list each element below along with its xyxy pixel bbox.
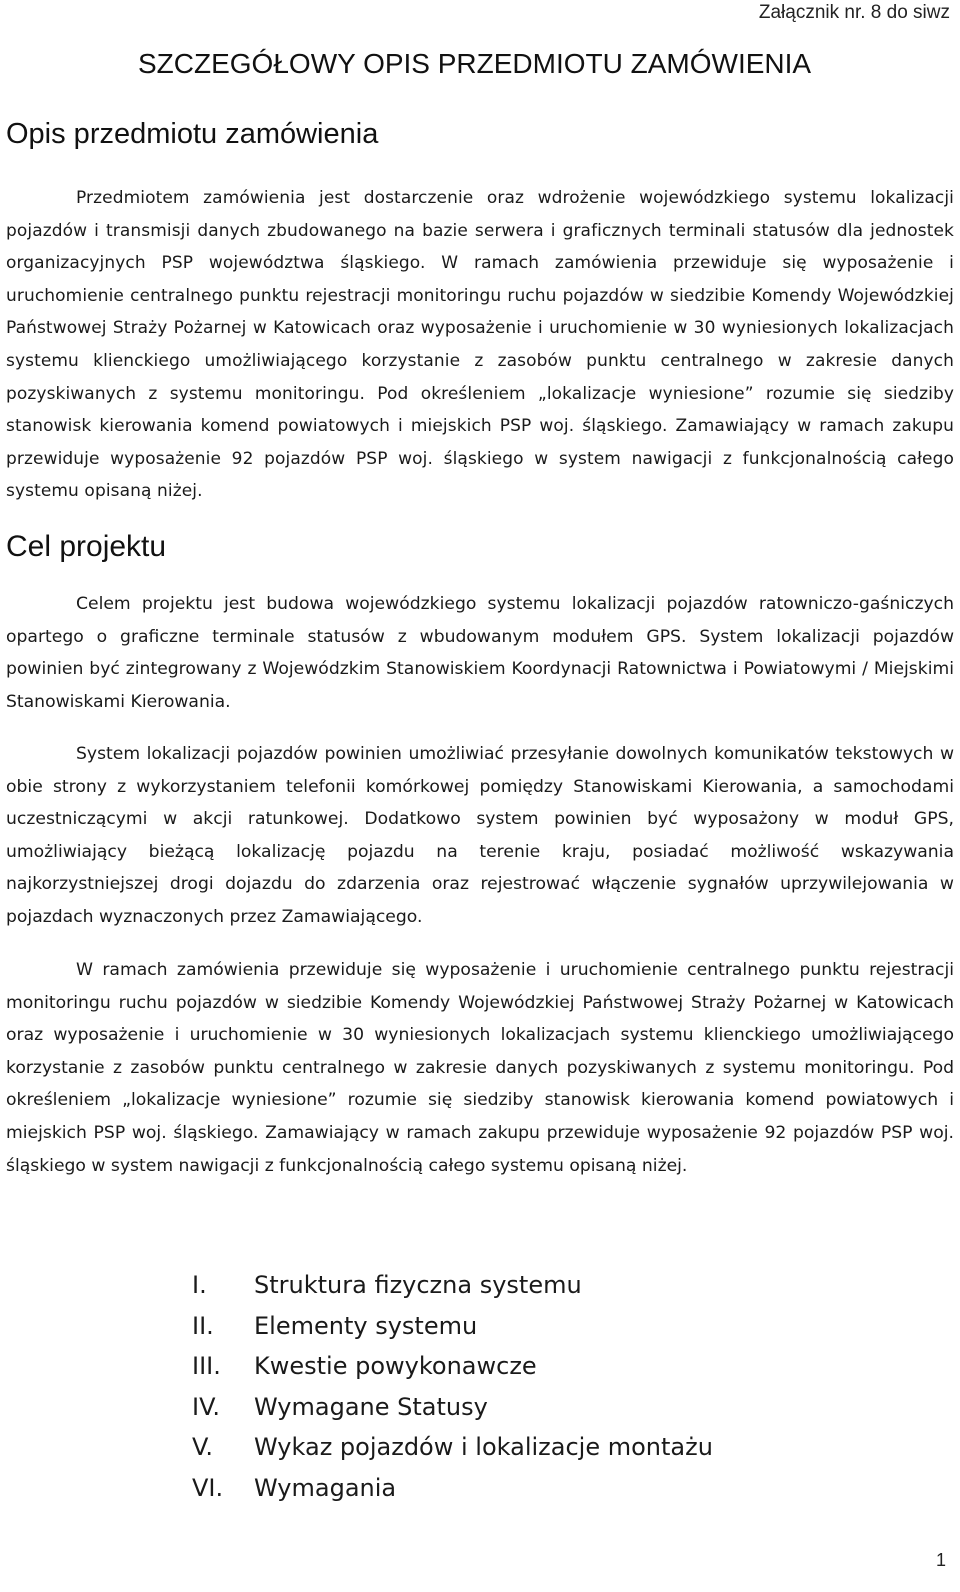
- paragraph-cel-2-text: System lokalizacji pojazdów powinien umożliwiać przesyłanie dowolnych komunikatów tekstowych w obie strony z wykorzystaniem telefonii komórkowej pomiędzy Stanowiskami Kierowania, a samochodami uczestniczącymi w akcji ratunkowej. Dodatkowo system powinien być wyposażony w moduł GPS, umożliwiający bieżącą lokalizację pojazdu na terenie kraju, posiadać możliwość wskazywania najkorzystniejszej drogi dojazdu do zdarzenia oraz rejestrować włączenie sygnałów uprzywilejowania w pojazdach wyznaczonych przez Zamawiającego.: [6, 744, 954, 927]
- paragraph-cel-1: [6, 588, 954, 718]
- toc-item-number: VI.: [192, 1473, 224, 1502]
- document-title: SZCZEGÓŁOWY OPIS PRZEDMIOTU ZAMÓWIENIA: [138, 48, 812, 79]
- table-of-contents: [192, 1265, 713, 1509]
- toc-item-number: II.: [192, 1311, 214, 1340]
- toc-item-label: Wymagania: [254, 1473, 397, 1502]
- attachment-label: Załącznik nr. 8 do siwz: [758, 2, 950, 23]
- toc-item-label: Wykaz pojazdów i lokalizacje montażu: [254, 1433, 713, 1462]
- toc-item: [192, 1427, 713, 1468]
- toc-item: [192, 1387, 713, 1428]
- section-heading-cel: Cel projektu: [6, 530, 167, 563]
- toc-item-number: V.: [192, 1433, 213, 1462]
- paragraph-cel-3-text: W ramach zamówienia przewiduje się wyposażenie i uruchomienie centralnego punktu rejestracji monitoringu ruchu pojazdów w siedzibie Komendy Wojewódzkiej Państwowej Straży Pożarnej w Katowicach oraz wyposażenie i uruchomienie w 30 wyniesionych lokalizacjach systemu klienckiego umożliwiającego korzystanie z zasobów punktu centralnego w zakresie danych pozyskiwanych z systemu monitoringu. Pod określeniem „lokalizacje wyniesione” rozumie się siedziby stanowisk kierowania komend powiatowych i miejskich PSP woj. śląskiego. Zamawiający w ramach zakupu przewiduje wyposażenie 92 pojazdów PSP woj. śląskiego w system nawigacji z funkcjonalnością całego systemu opisaną niżej.: [6, 960, 954, 1176]
- toc-item-number: IV.: [192, 1392, 221, 1421]
- paragraph-opis-text: Przedmiotem zamówienia jest dostarczenie oraz wdrożenie wojewódzkiego systemu lokalizacji pojazdów i transmisji danych zbudowanego na bazie serwera i graficznych terminali statusów dla jednostek organizacyjnych PSP województwa śląskiego. W ramach zamówienia przewiduje się wyposażenie i uruchomienie centralnego punktu rejestracji monitoringu ruchu pojazdów w siedzibie Komendy Wojewódzkiej Państwowej Straży Pożarnej w Katowicach oraz wyposażenie i uruchomienie w 30 wyniesionych lokalizacjach systemu klienckiego umożliwiającego korzystanie z zasobów punktu centralnego w zakresie danych pozyskiwanych z systemu monitoringu. Pod określeniem „lokalizacje wyniesione” rozumie się siedziby stanowisk kierowania komend powiatowych i miejskich PSP woj. śląskiego. Zamawiający w ramach zakupu przewiduje wyposażenie 92 pojazdów PSP woj. śląskiego w system nawigacji z funkcjonalnością całego systemu opisaną niżej.: [6, 188, 954, 502]
- toc-item-label: Wymagane Statusy: [254, 1392, 488, 1421]
- toc-item-number: I.: [192, 1271, 207, 1299]
- toc-item: [192, 1306, 713, 1347]
- paragraph-cel-1-text: Celem projektu jest budowa wojewódzkiego systemu lokalizacji pojazdów ratowniczo-gaśniczych opartego o graficzne terminale statusów z wbudowanym modułem GPS. System lokalizacji pojazdów powinien być zintegrowany z Wojewódzkim Stanowiskiem Koordynacji Ratownictwa i Powiatowymi / Miejskimi Stanowiskami Kierowania.: [6, 594, 954, 712]
- toc-item: [192, 1468, 713, 1509]
- paragraph-cel-3: [6, 954, 954, 1182]
- toc-item-number: III.: [192, 1352, 221, 1381]
- toc-item: [192, 1346, 713, 1387]
- paragraph-opis: [6, 182, 954, 508]
- paragraph-cel-2: [6, 738, 954, 934]
- page-number: 1: [935, 1550, 946, 1570]
- toc-item: [192, 1265, 713, 1306]
- toc-item-label: Kwestie powykonawcze: [254, 1352, 537, 1381]
- section-heading-opis: Opis przedmiotu zamówienia: [6, 118, 379, 150]
- toc-item-label: Struktura fizyczna systemu: [254, 1271, 582, 1299]
- toc-item-label: Elementy systemu: [254, 1311, 478, 1340]
